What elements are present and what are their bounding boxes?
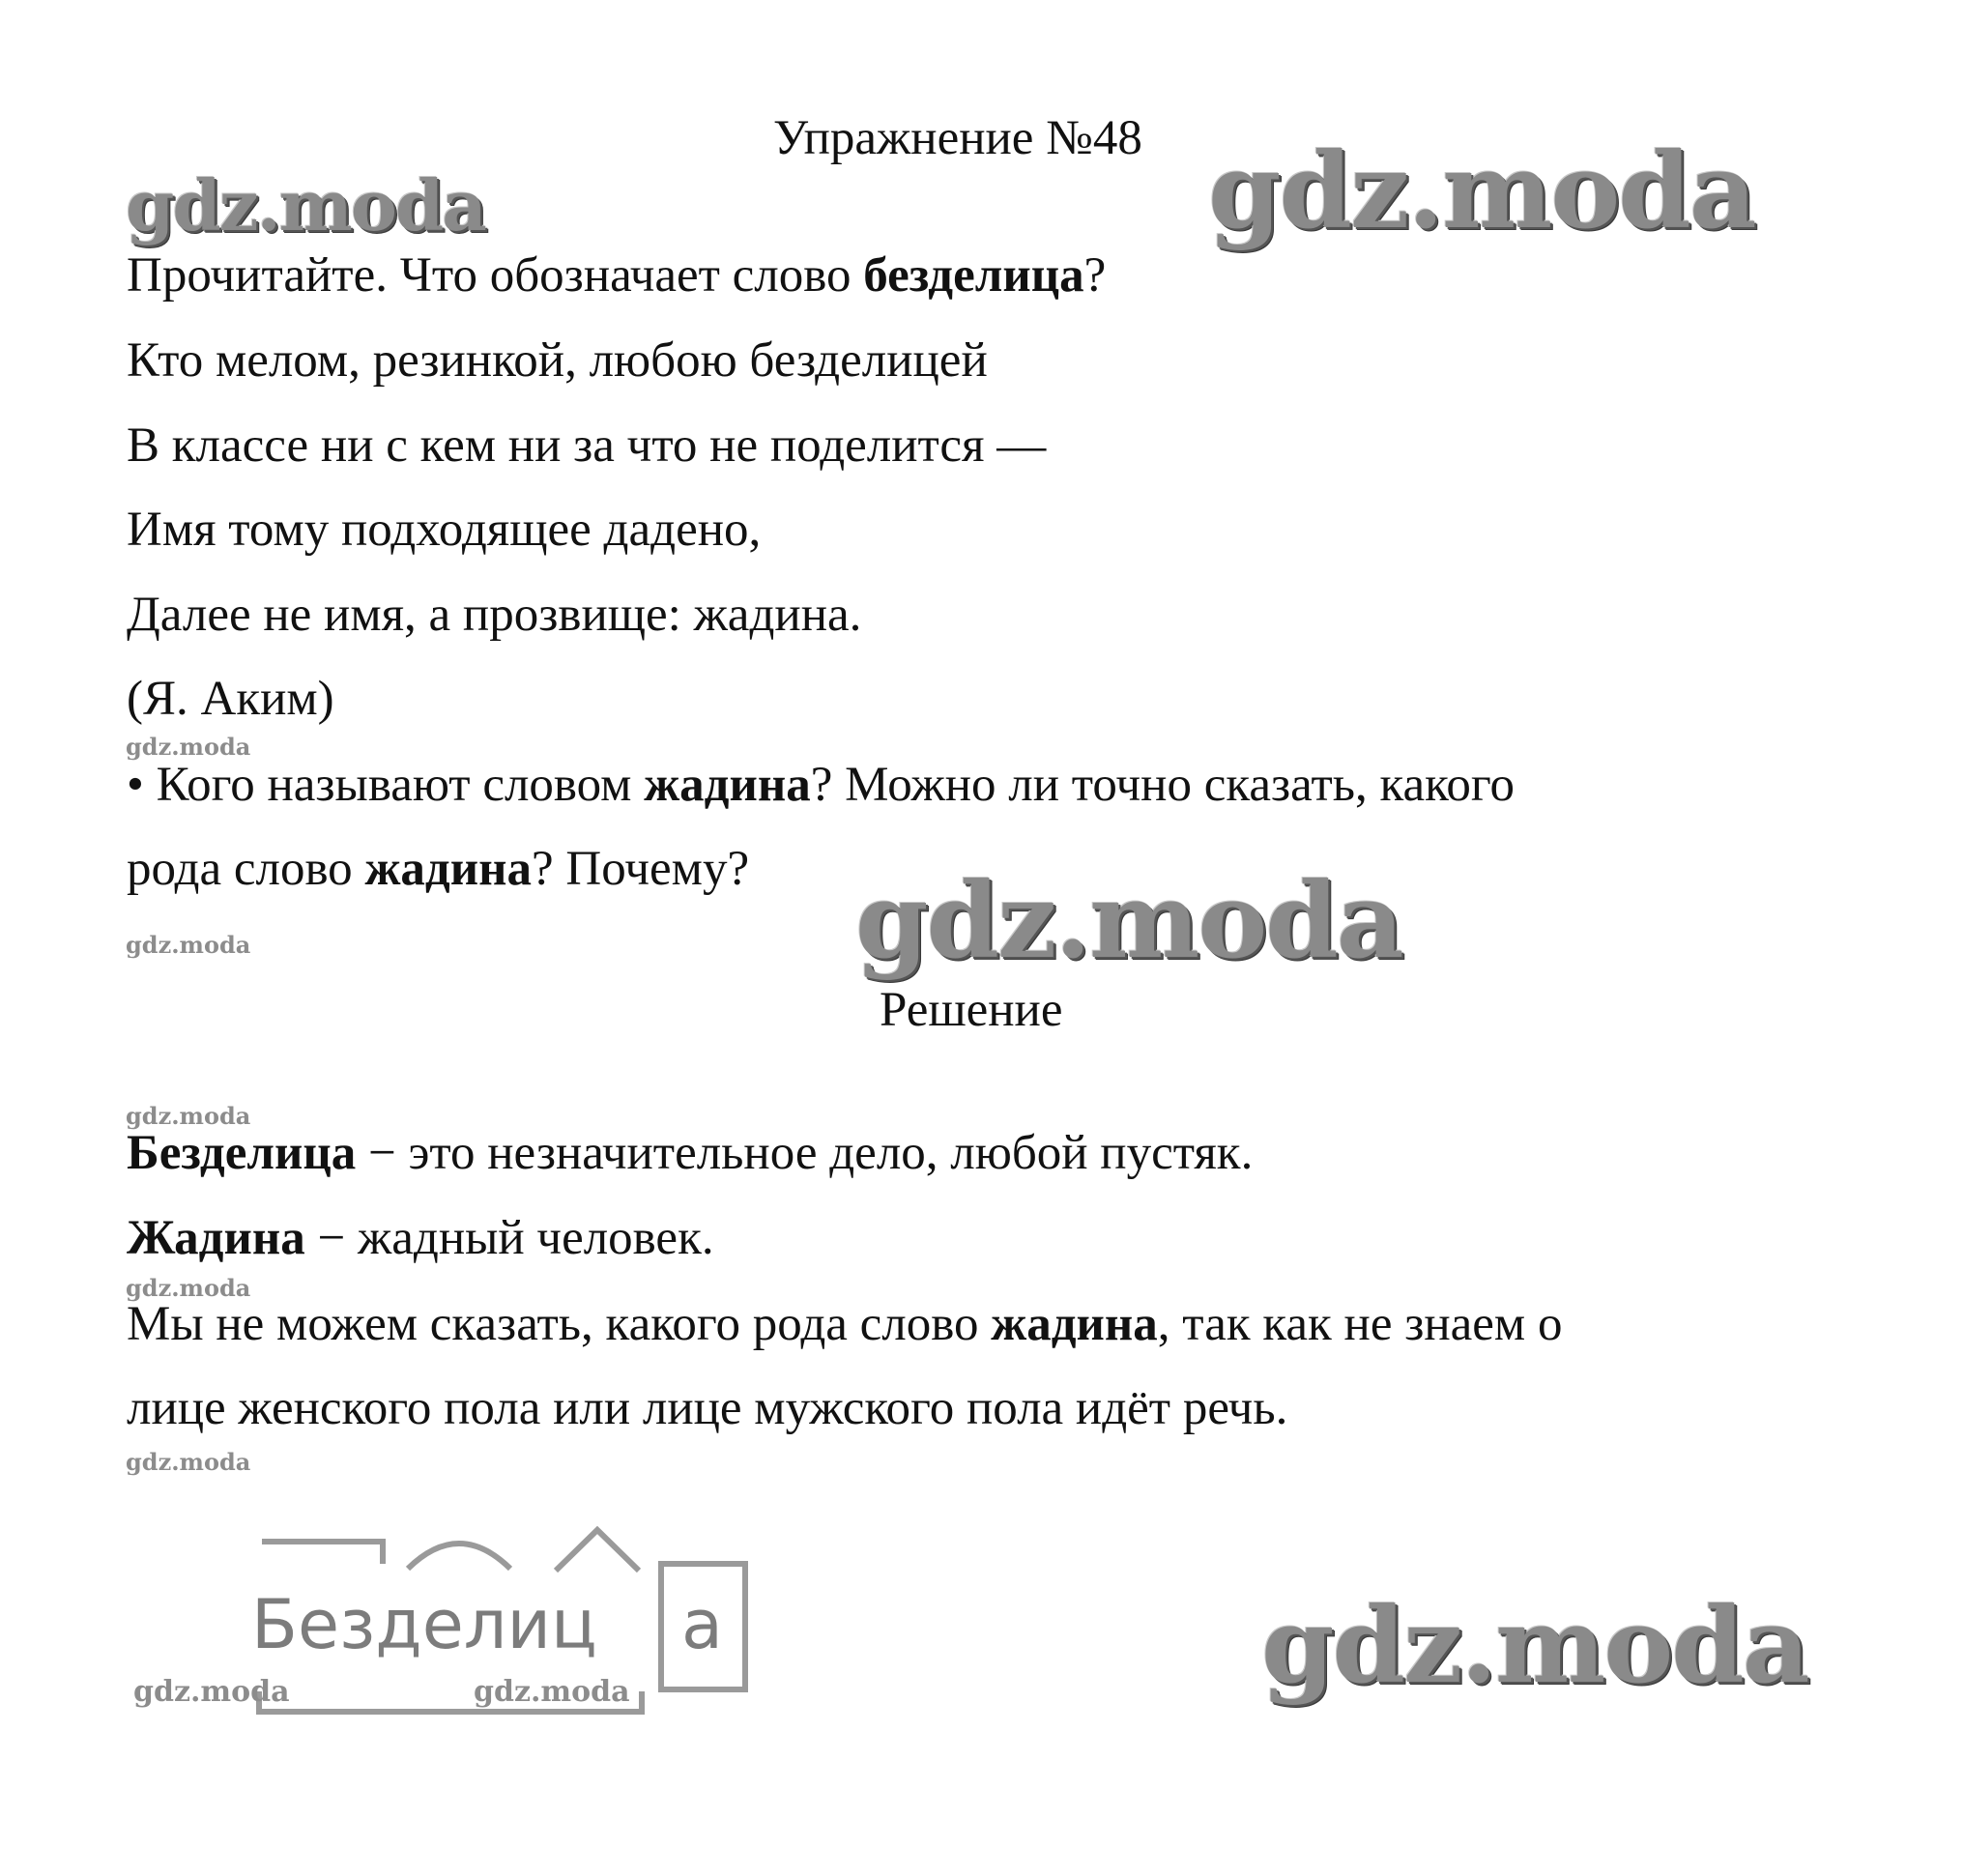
exercise-title: Упражнение №48 <box>773 111 1142 165</box>
definition-text: − это незначительное дело, любой пустяк. <box>356 1126 1254 1180</box>
prefix-mark <box>262 1542 383 1564</box>
task-question-2 <box>127 756 1515 814</box>
watermark-large: gdz.moda <box>1261 1585 1808 1707</box>
task-question-2-bold: жадина <box>644 758 811 812</box>
definition-term: Жадина <box>127 1211 305 1265</box>
answer-text: , так как не знаем о <box>1157 1297 1563 1351</box>
task-question-2-text: ? Можно ли точно сказать, какого <box>810 758 1515 812</box>
poem-line: В классе ни с кем ни за что не поделится — <box>127 418 1047 473</box>
answer-text: Мы не можем сказать, какого рода слово <box>127 1297 992 1351</box>
solution-heading: Решение <box>880 983 1063 1037</box>
definition-term: Безделица <box>127 1126 357 1180</box>
task-question-2-text: рода слово <box>127 842 365 896</box>
watermark-large: gdz.moda <box>1208 130 1755 252</box>
watermark-large: gdz.moda <box>855 860 1402 982</box>
watermark-small: gdz.moda <box>126 1448 251 1476</box>
watermark-small: gdz.moda <box>126 931 251 959</box>
task-question-2-text: • Кого называют словом <box>127 758 645 812</box>
watermark-small: gdz.moda <box>126 1102 251 1130</box>
watermark-large: gdz.moda <box>126 164 485 246</box>
poem-line: Далее не имя, а прозвище: жадина. <box>127 588 862 642</box>
morpheme-ending: а <box>681 1585 723 1664</box>
watermark-small: gdz.moda <box>126 1274 251 1302</box>
watermark-small: gdz.moda <box>126 733 251 761</box>
poem-line: Имя тому подходящее дадено, <box>127 503 762 557</box>
morpheme-diagram <box>133 1513 764 1749</box>
task-question-text: Прочитайте. Что обозначает слово <box>127 248 864 303</box>
definition-1 <box>127 1124 1253 1182</box>
watermark-small: gdz.moda <box>133 1675 290 1709</box>
definition-text: − жадный человек. <box>304 1211 714 1265</box>
task-question-2-cont <box>127 840 749 898</box>
task-question-2-bold: жадина <box>364 842 532 896</box>
task-question-2-text: ? Почему? <box>532 842 750 896</box>
answer-bold: жадина <box>991 1297 1158 1351</box>
poem-line: Кто мелом, резинкой, любою безделицей <box>127 333 988 388</box>
task-question-bold: безделица <box>863 248 1084 303</box>
morpheme-stem: Безделиц <box>251 1585 597 1664</box>
answer-line: лице женского пола или лице мужского пола идёт речь. <box>127 1381 1288 1435</box>
answer-line <box>127 1295 1562 1353</box>
definition-2 <box>127 1209 714 1267</box>
task-question <box>127 246 1106 304</box>
suffix-mark <box>556 1530 639 1571</box>
root-mark <box>408 1544 510 1569</box>
poem-author: (Я. Аким) <box>127 672 334 726</box>
watermark-small: gdz.moda <box>474 1675 630 1709</box>
task-question-suffix: ? <box>1083 248 1107 303</box>
